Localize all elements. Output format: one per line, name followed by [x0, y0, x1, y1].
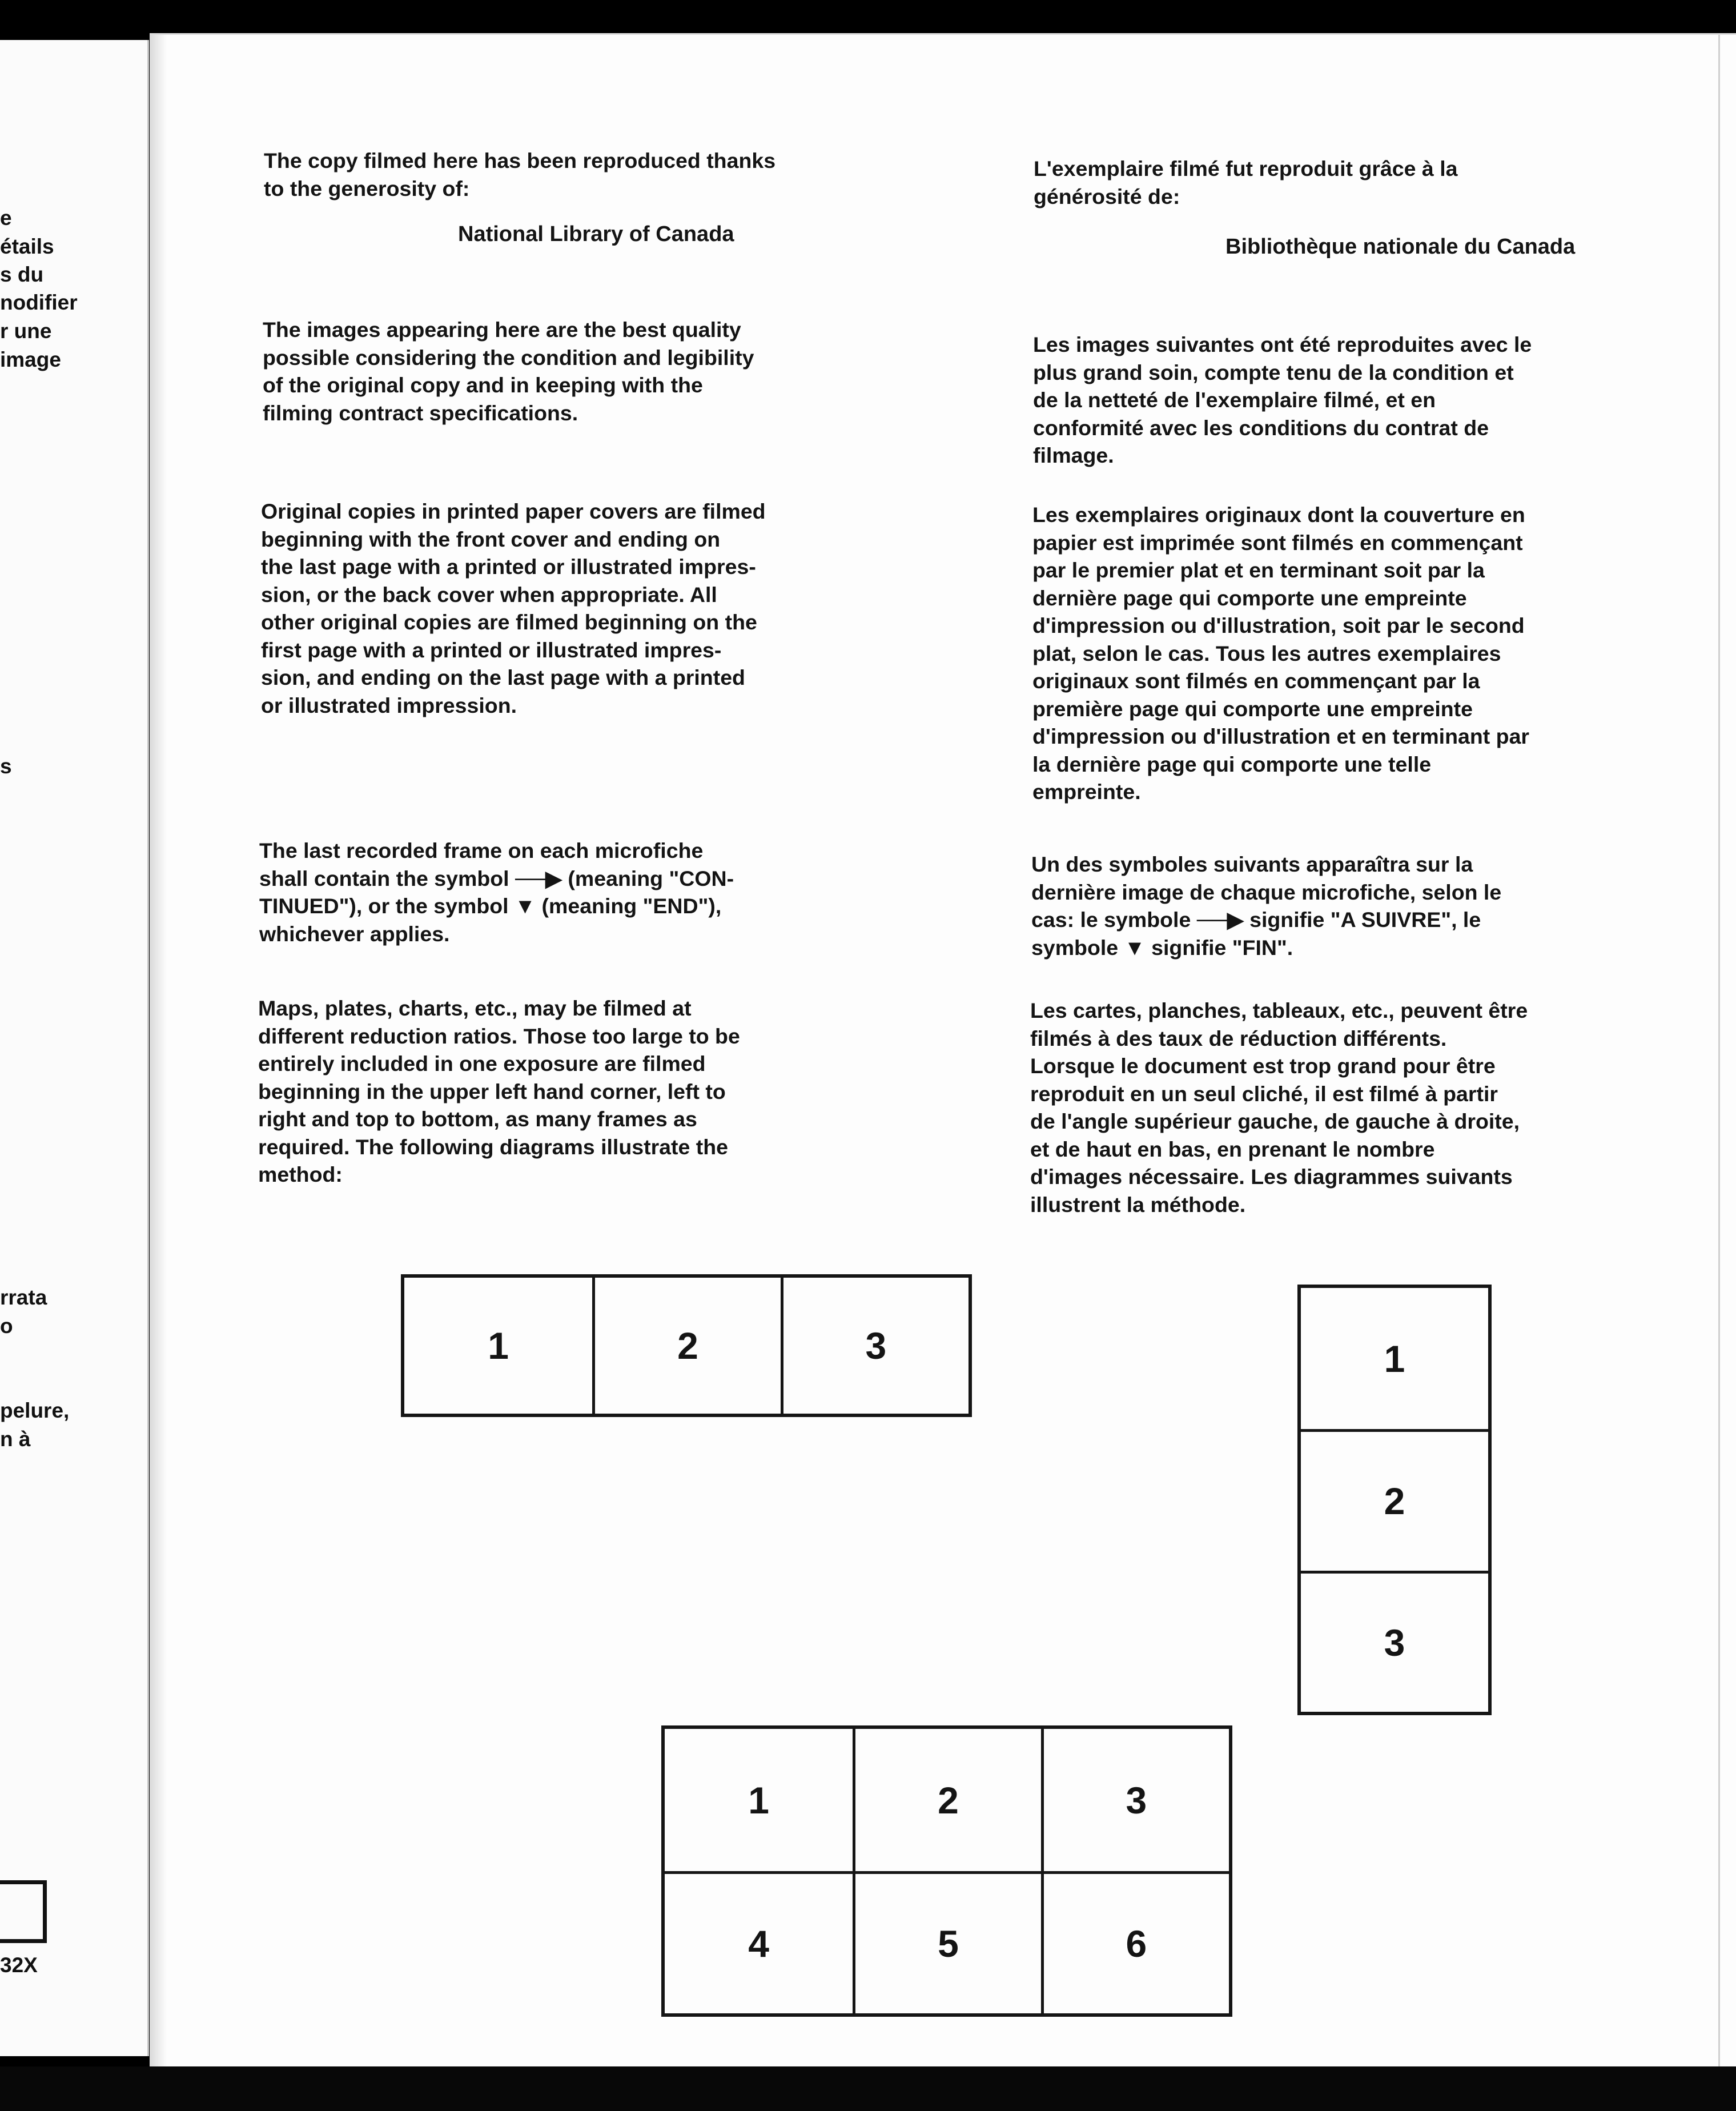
english-institution-name: National Library of Canada [458, 222, 734, 246]
fragment-line: s [0, 754, 12, 778]
fragment-line: étails [0, 235, 54, 258]
page-right-edge [1718, 35, 1720, 2068]
fragment-line: s du [0, 263, 44, 286]
page-edge-shadow [150, 35, 167, 2068]
frame-cell: 4 [665, 1871, 853, 2013]
french-thanks-intro: L'exemplaire filmé fut reproduit grâce à la générosité de: [1034, 156, 1458, 208]
english-maps-paragraph: Maps, plates, charts, etc., may be filmed at different reduction ratios. Those too large to be entirely included in one exposure are filmed beginning in the upper left hand corner, left to right and top to bottom, as many frames as required. The following diagrams illustrate the method: [258, 996, 740, 1186]
frame-cell: 1 [488, 1325, 509, 1367]
frame-cell: 3 [1301, 1571, 1488, 1712]
vertical-frames-diagram [1297, 1285, 1492, 1715]
fragment-line: e [0, 206, 12, 230]
fragment-line: n à [0, 1427, 31, 1451]
english-covers-paragraph: Original copies in printed paper covers are filmed beginning with the front cover and ending on the last page with a printed or illustrated impres- sion, or the back cover when appropriate. All other original copies are filmed beginning on the first page with a printed or illustrated impres- sion, and ending on the last page with a printed or illustrated impression. [261, 499, 766, 717]
frame-cell: 1 [1384, 1337, 1405, 1380]
horizontal-frames-diagram [401, 1274, 972, 1417]
fragment-line: r une [0, 319, 52, 343]
frame-cell: 1 [748, 1779, 770, 1821]
filming-notice-page [150, 33, 1736, 2068]
english-thanks-intro: The copy filmed here has been reproduced thanks to the generosity of: [264, 149, 776, 200]
english-quality-paragraph: The images appearing here are the best quality possible considering the condition and legibility of the original copy and in keeping with the filming contract specifications. [263, 318, 754, 425]
grid-frames-diagram [661, 1725, 1232, 2017]
previous-page-fragment [0, 40, 149, 2056]
scan-bottom-border [0, 2066, 1736, 2111]
english-symbols-paragraph: The last recorded frame on each microfiche shall contain the symbol ──▶ (meaning "CON- TINUED"), or the symbol ▼ (meaning "END"), whichever applies. [259, 838, 734, 946]
french-symbols-paragraph: Un des symboles suivants apparaîtra sur la dernière image de chaque microfiche, selon le cas: le symbole ──▶ signifie "A SUIVRE", le symbole ▼ signifie "FIN". [1031, 852, 1502, 960]
fragment-line: o [0, 1314, 13, 1338]
frame-cell: 3 [781, 1278, 969, 1414]
french-quality-paragraph: Les images suivantes ont été reproduites avec le plus grand soin, compte tenu de la condition et de la netteté de l'exemplaire filmé, et en conformité avec les conditions du contrat de filmage. [1033, 332, 1532, 467]
frame-cell: 2 [1301, 1429, 1488, 1570]
fragment-line: pelure, [0, 1399, 70, 1422]
frame-cell: 5 [853, 1871, 1040, 2013]
fragment-line: image [0, 348, 61, 371]
frame-cell: 2 [853, 1729, 1040, 1871]
frame-cell: 2 [592, 1278, 780, 1414]
french-institution-name: Bibliothèque nationale du Canada [1225, 235, 1576, 259]
frame-cell: 6 [1041, 1871, 1229, 2013]
frame-cell: 3 [1041, 1729, 1229, 1871]
fragment-line: nodifier [0, 291, 78, 314]
resolution-target-box [0, 1880, 47, 1943]
resolution-label: 32X [0, 1953, 38, 1977]
fragment-line: rrata [0, 1286, 47, 1309]
french-maps-paragraph: Les cartes, planches, tableaux, etc., peuvent être filmés à des taux de réduction différents. Lorsque le document est trop grand pour être reproduit en un seul cliché, il est filmé à partir de l'angle supérieur gauche, de gauche à droite, et de haut en bas, en prenant le nombre d'images nécessaire. Les diagrammes suivants illustrent la méthode. [1030, 998, 1528, 1217]
french-covers-paragraph: Les exemplaires originaux dont la couverture en papier est imprimée sont filmés en commençant par le premier plat et en terminant soit par la dernière page qui comporte une empreinte d'impression ou d'illustration, soit par le second plat, selon le cas. Tous les autres exemplaires originaux sont filmés en commençant par la première page qui comporte une empreinte d'impression ou d'illustration et en terminant par la dernière page qui comporte une telle empreinte. [1032, 503, 1530, 804]
